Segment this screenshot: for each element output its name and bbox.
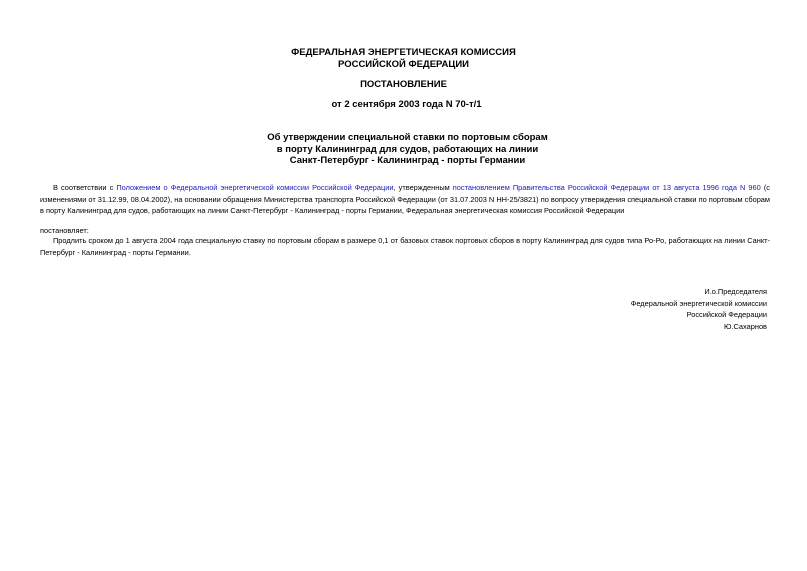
commission-title-line2: РОССИЙСКОЙ ФЕДЕРАЦИИ bbox=[337, 58, 469, 70]
preamble-intro: В соответствии с bbox=[53, 183, 117, 192]
preamble-mid: , утвержденным bbox=[393, 183, 453, 192]
signature-block bbox=[631, 286, 767, 332]
document-subject bbox=[4, 132, 807, 167]
resolution-paragraph: Продлить сроком до 1 августа 2004 года специальную ставку по портовым сборам в размере 0,1 от базовых ставок портовых сборов в порту Калининград для судов типа Ро-Ро, работающих на линии Санкт-Петербург - Калининград - порты Германии. bbox=[40, 236, 770, 257]
preamble-rest: (с изменениями от 31.12.99, 08.04.2002), на основании обращения Министерства транспорта Российской Федерации (от 31.07.2003 N НН-25/3821) по вопросу утверждения специальной ставки по портовым сборам в порту Калининград для судов, работающих на линии Санкт-Петербург - Калининград - порты Германии, Федеральная энергетическая комиссия Российской Федерации bbox=[40, 183, 770, 216]
subject-line3: Санкт-Петербург - Калининград - порты Германии bbox=[289, 155, 526, 166]
signature-country: Российской Федерации bbox=[686, 310, 767, 319]
document-date-number: от 2 сентября 2003 года N 70-т/1 bbox=[331, 99, 482, 110]
government-decree-link[interactable]: постановлением Правительства Российской Федерации от 13 августа 1996 года N 960 bbox=[452, 183, 761, 192]
document-type: ПОСТАНОВЛЕНИЕ bbox=[360, 79, 447, 90]
preamble-paragraph bbox=[40, 182, 770, 217]
subject-line1: Об утверждении специальной ставки по портовым сборам bbox=[267, 132, 548, 143]
resolves-label: постановляет: bbox=[40, 226, 89, 235]
signature-name: Ю.Сахарнов bbox=[723, 321, 767, 331]
commission-title-line1: ФЕДЕРАЛЬНАЯ ЭНЕРГЕТИЧЕСКАЯ КОМИССИЯ bbox=[291, 47, 516, 58]
signature-organization: Федеральной энергетической комиссии bbox=[630, 298, 767, 308]
signature-title: И.о.Председателя bbox=[704, 287, 767, 296]
regulation-link[interactable]: Положением о Федеральной энергетической комиссии Российской Федерации bbox=[116, 183, 394, 192]
subject-line2: в порту Калининград для судов, работающих на линии bbox=[276, 143, 539, 155]
commission-title bbox=[0, 47, 807, 70]
